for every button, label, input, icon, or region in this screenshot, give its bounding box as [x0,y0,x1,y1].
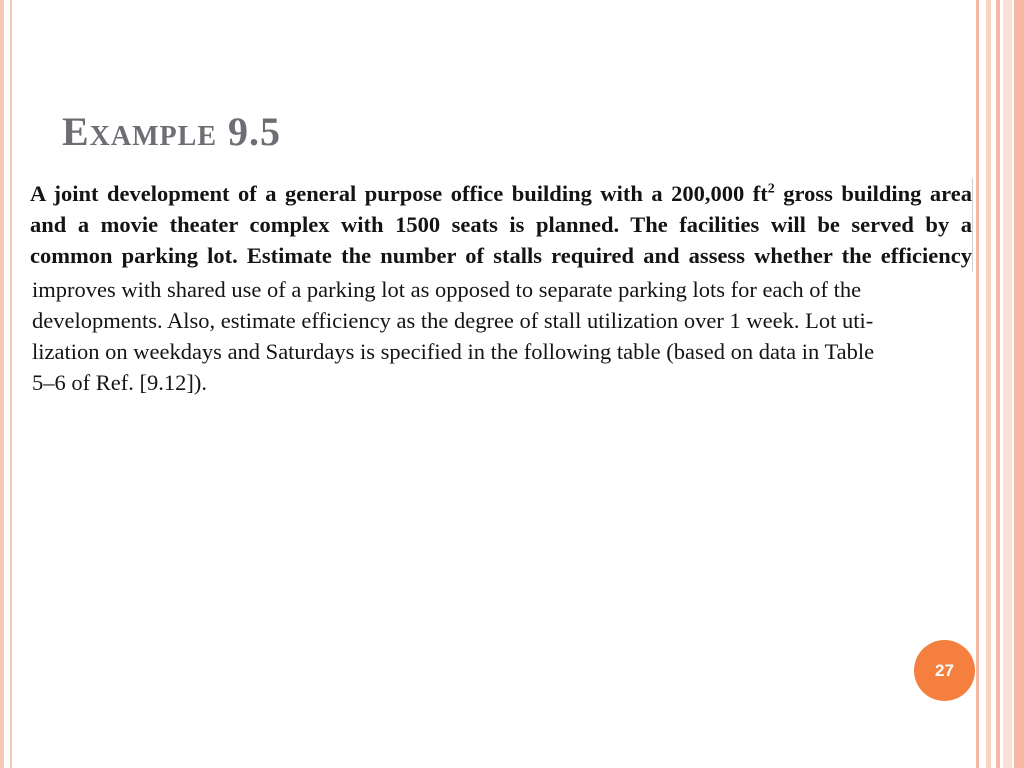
right-border-decoration [976,0,1024,768]
problem-line-3: common parking lot. Estimate the number of stalls required and assess whether the efficiency [30,243,972,268]
problem-line-5: developments. Also, estimate efficiency as the degree of stall utilization over 1 week. Lot uti- [32,308,874,333]
problem-line-7: 5–6 of Ref. [9.12]). [32,370,207,395]
problem-line-1: A joint development of a general purpose office building with a 200,000 $ft^2$ gross building area [30,181,972,206]
page-number-badge: 27 [914,640,975,701]
left-border-decoration [0,0,14,768]
superscript-exponent: 2 [767,181,775,197]
problem-line-4: improves with shared use of a parking lot as opposed to separate parking lots for each of the [32,277,862,302]
problem-line-6: lization on weekdays and Saturdays is specified in the following table (based on data in Table [32,339,875,364]
slide-title: Example 9.5 [62,109,282,154]
problem-text-scan-regular [22,274,967,398]
problem-line-2: and a movie theater complex with 1500 seats is planned. The facilities will be served by a [30,212,972,237]
problem-text-scan-bold [22,178,973,272]
